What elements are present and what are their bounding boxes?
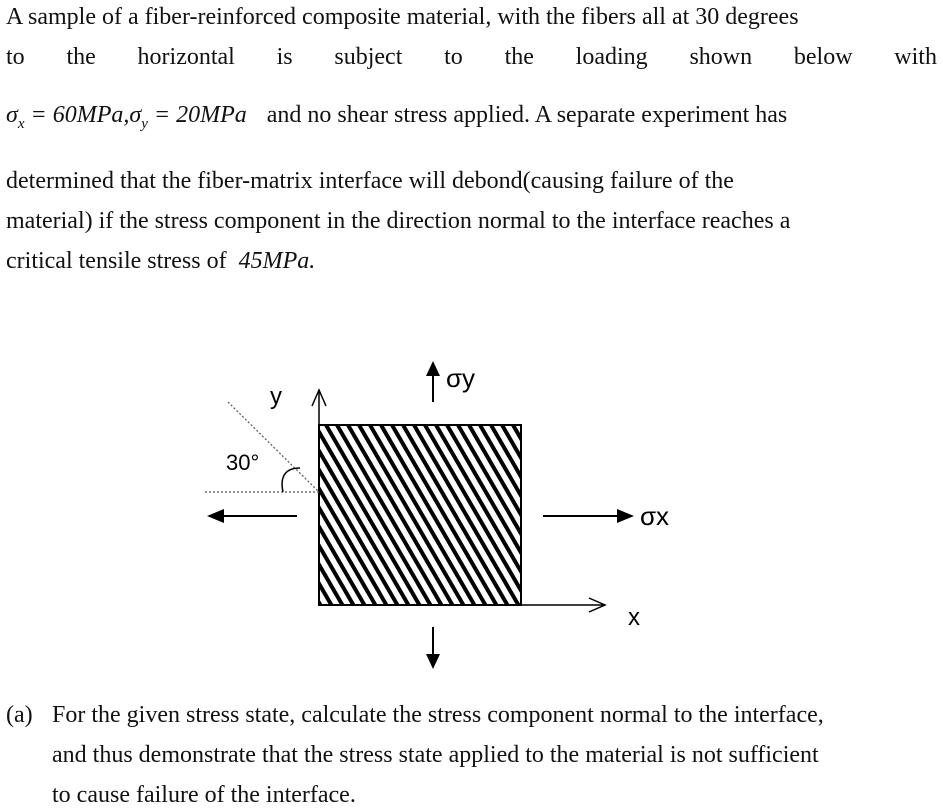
x-axis-label: x — [628, 604, 640, 631]
fiber-line — [403, 425, 507, 605]
word: loading — [575, 44, 648, 70]
word: shown — [689, 44, 753, 70]
fiber-direction-reference-line — [228, 402, 319, 492]
word: horizontal — [137, 44, 235, 70]
sigma-x-right-arrowhead — [617, 509, 634, 523]
angle-arc — [282, 468, 300, 492]
y-axis-label: y — [270, 383, 282, 410]
fiber-line — [667, 425, 771, 605]
sigma-x-subscript: x — [17, 116, 25, 132]
sigma-y-symbol: σ — [129, 102, 142, 128]
question-a-label: (a) — [6, 702, 33, 728]
word: is — [276, 44, 293, 70]
sigma-y-label: σy — [446, 363, 476, 393]
problem-line-6-text: critical tensile stress of — [6, 248, 227, 274]
fiber-line — [678, 425, 782, 605]
sigma-y-value: = 20MPa — [147, 102, 247, 128]
fiber-line — [656, 425, 760, 605]
sigma-y-down-arrowhead — [426, 654, 440, 669]
fiber-line — [370, 425, 474, 605]
critical-stress-value: 45MPa. — [238, 248, 316, 274]
question-a-text-2: and thus demonstrate that the stress state applied to the material is not sufficient — [52, 742, 819, 768]
fiber-line — [425, 425, 529, 605]
sigma-x-left-arrowhead — [207, 509, 224, 523]
fiber-line — [689, 425, 793, 605]
word: subject — [334, 44, 403, 70]
sigma-x-value: = 60MPa, — [24, 102, 130, 128]
fiber-line — [359, 425, 463, 605]
fiber-line — [700, 425, 804, 605]
word: the — [66, 44, 96, 70]
problem-line-4: determined that the fiber-matrix interface will debond(causing failure of the — [6, 168, 734, 194]
fiber-line — [447, 425, 551, 605]
fiber-line — [337, 425, 441, 605]
fiber-line — [623, 425, 727, 605]
fiber-line — [414, 425, 518, 605]
fiber-line — [436, 425, 540, 605]
question-a-text-3: to cause failure of the interface. — [52, 782, 356, 808]
fiber-line — [326, 425, 430, 605]
problem-line-1: A sample of a fiber-reinforced composite material, with the fibers all at 30 degrees — [6, 4, 799, 30]
sigma-y-up-arrowhead — [426, 361, 440, 376]
fiber-line — [282, 425, 386, 605]
fiber-line — [348, 425, 452, 605]
word: below — [793, 44, 853, 70]
sigma-x-label: σx — [640, 501, 670, 531]
fiber-line — [392, 425, 496, 605]
word: with — [894, 44, 937, 70]
problem-line-3-rest: and no shear stress applied. A separate experiment has — [266, 102, 788, 128]
word: the — [504, 44, 534, 70]
fiber-line — [293, 425, 397, 605]
fiber-line — [381, 425, 485, 605]
angle-label: 30° — [226, 450, 260, 475]
word: to — [6, 44, 25, 70]
problem-line-5: material) if the stress component in the direction normal to the interface reaches a — [6, 208, 791, 234]
fiber-line — [315, 425, 419, 605]
sigma-y-subscript: y — [141, 116, 148, 132]
word: to — [444, 44, 463, 70]
question-a-text-1: For the given stress state, calculate the stress component normal to the interface, — [52, 702, 824, 728]
sigma-x-symbol: σ — [6, 102, 18, 128]
